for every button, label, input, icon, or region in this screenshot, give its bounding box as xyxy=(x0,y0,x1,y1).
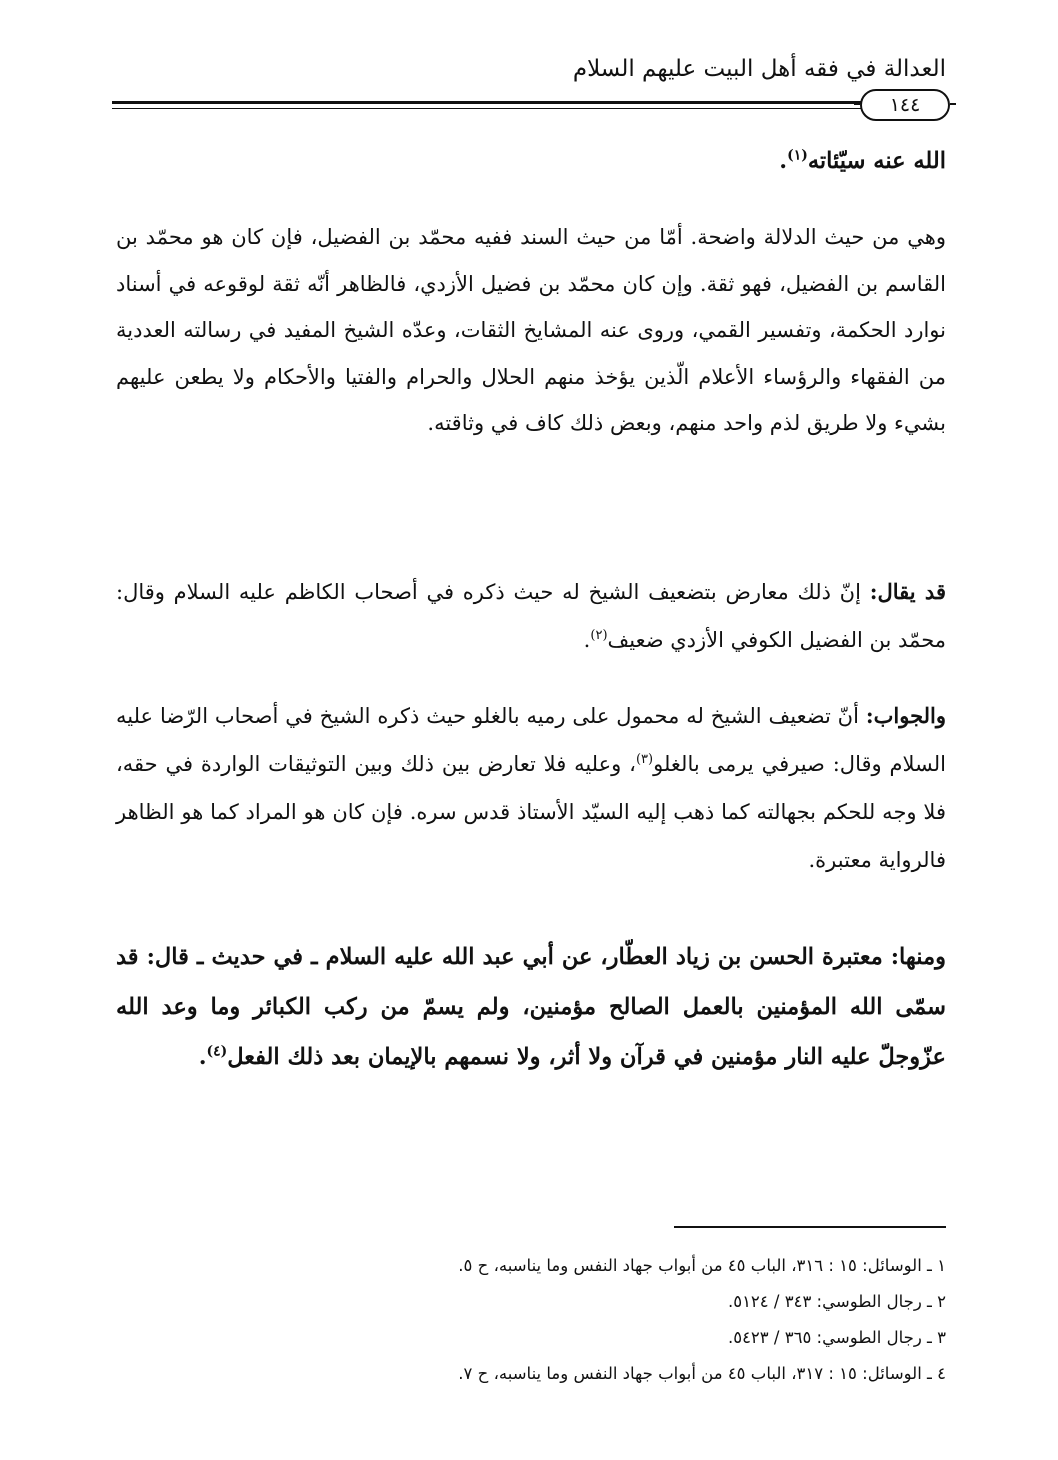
paragraph-sanad-analysis: وهي من حيث الدلالة واضحة. أمّا من حيث السند ففيه محمّد بن الفضيل، فإن كان هو محمّد بن القاسم بن الفضيل، فهو ثقة. وإن كان محمّد بن فضيل الأزدي، فالظاهر أنّه ثقة لوقوعه في أسناد نوارد الحكمة، وتفسير القمي، وروى عنه المشايخ الثقات، وعدّه الشيخ المفيد في رسالته العددية من الفقهاء والرؤساء الأعلام الّذين يؤخذ منهم الحلال والحرام والفتيا والأحكام ولا يطعن عليهم بشيء ولا طريق لذم واحد منهم، وبعض ذلك كاف في وثاقته. xyxy=(116,225,946,435)
page-number: ١٤٤ xyxy=(860,89,950,121)
footnote-2: ٢ ـ رجال الطوسي: ٣٤٣ / ٥١٢٤. xyxy=(727,1292,946,1311)
continuation-text: الله عنه سيّئاته xyxy=(807,148,946,174)
footnote-4: ٤ ـ الوسائل: ١٥ : ٣١٧، الباب ٤٥ من أبواب جهاد النفس وما يناسبه، ح ٧. xyxy=(458,1364,946,1383)
objection-lead: قد يقال: xyxy=(869,579,946,604)
answer-lead: والجواب: xyxy=(865,703,946,728)
answer-text-a: أنّ تضعيف الشيخ له محمول على رميه بالغلو حيث ذكره الشيخ في أصحاب الرّضا عليه السلام وقال: صيرفي يرمى بالغلو xyxy=(116,704,946,776)
footnote-ref-1: (١) xyxy=(787,147,808,164)
footnote-separator xyxy=(674,1226,946,1228)
footnotes xyxy=(116,1248,946,1392)
answer-text-b: ، وعليه فلا تعارض بين ذلك وبين التوثيقات الواردة في حقه، فلا وجه للحكم بجهالته كما ذهب إليه السيّد الأستاذ قدس سره. فإن كان هو المراد كما هو الظاهر فالرواية معتبرة. xyxy=(116,752,946,872)
paragraph-answer xyxy=(116,692,946,884)
footnote-1: ١ ـ الوسائل: ١٥ : ٣١٦، الباب ٤٥ من أبواب جهاد النفس وما يناسبه، ح ٥. xyxy=(458,1256,946,1275)
paragraph-objection: قد يقال: إنّ ذلك معارض بتضعيف الشيخ له حيث ذكره في أصحاب الكاظم عليه السلام وقال: محمّد بن الفضيل الكوفي الأزدي ضعيف$^{(٢)}$. xyxy=(116,579,946,652)
footnote-ref-3: (٣) xyxy=(635,752,654,767)
running-header-title: العدالة في فقه أهل البيت عليهم السلام xyxy=(572,56,946,82)
objection-text: إنّ ذلك معارض بتضعيف الشيخ له حيث ذكره في أصحاب الكاظم عليه السلام وقال: محمّد بن الفضيل الكوفي الأزدي ضعيف xyxy=(116,580,946,652)
footnote-ref-2: (٢) xyxy=(590,628,608,643)
continuation-line: الله عنه سيّئاته$^{(١)}$. xyxy=(779,147,946,174)
header-rule-thin xyxy=(112,108,944,109)
hadith-text: ومنها: معتبرة الحسن بن زياد العطّار، عن أبي عبد الله عليه السلام ـ في حديث ـ قال: قد سمّى الله المؤمنين بالعمل الصالح مؤمنين، ولم يسمّ من ركب الكبائر وما وعد الله عزّوجلّ عليه النار مؤمنين في قرآن ولا أثر، ولا نسمهم بالإيمان بعد ذلك الفعل xyxy=(116,944,946,1070)
footnote-ref-4: (٤) xyxy=(206,1043,228,1060)
header-rule xyxy=(112,101,944,104)
footnote-3: ٣ ـ رجال الطوسي: ٣٦٥ / ٥٤٢٣. xyxy=(727,1328,946,1347)
paragraph-hadith: ومنها: معتبرة الحسن بن زياد العطّار، عن أبي عبد الله عليه السلام ـ في حديث ـ قال: قد سمّى الله المؤمنين بالعمل الصالح مؤمنين، ولم يسمّ من ركب الكبائر وما وعد الله عزّوجلّ عليه النار مؤمنين في قرآن ولا أثر، ولا نسمهم بالإيمان بعد ذلك الفعل$^{(٤)}$. xyxy=(116,944,946,1070)
